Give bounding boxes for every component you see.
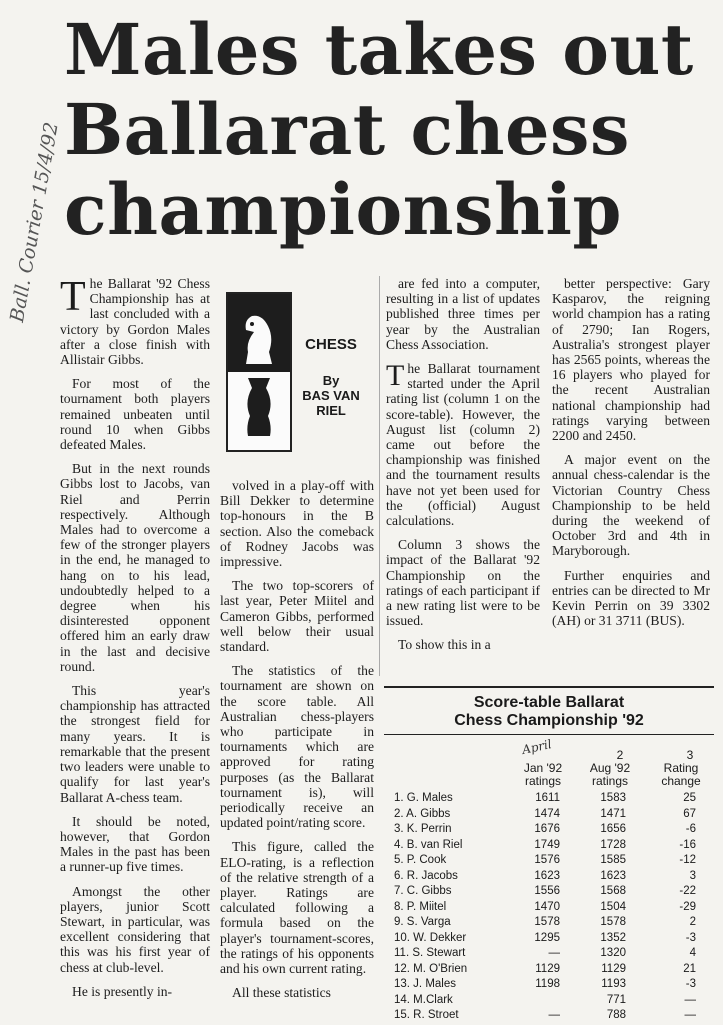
column-label: CHESS	[305, 336, 357, 353]
table-row	[384, 963, 714, 979]
table-cell-chg: 67	[683, 807, 696, 820]
article-paragraph	[60, 884, 210, 975]
article-paragraph	[60, 461, 210, 674]
table-cell-r2: 1623	[600, 869, 626, 882]
paragraph-text: He is presently in-	[72, 983, 173, 999]
paragraph-text: The two top-scorers of last year, Peter Miitel and Cameron Gibbs, performed well below their usual standard.	[220, 578, 374, 655]
paragraph-text: Further enquiries and entries can be directed to Mr Kevin Perrin on 39 3302 (AH) or 31 3711 (BUS).	[552, 567, 710, 629]
article-paragraph	[552, 452, 710, 558]
table-cell-name: 5. P. Cook	[394, 854, 447, 866]
article-paragraph	[386, 637, 540, 652]
table-cell-chg: 4	[689, 947, 696, 959]
table-cell-r1: 1556	[534, 885, 560, 897]
table-row	[384, 808, 714, 824]
score-table	[384, 686, 714, 1024]
table-cell-r1: 1578	[534, 916, 560, 928]
table-top-rule	[384, 686, 714, 688]
headline-line: Ballarat chess	[64, 88, 630, 171]
table-cell-r1: 1676	[534, 823, 560, 835]
article-paragraph	[220, 478, 374, 569]
article-paragraph	[220, 578, 374, 654]
paragraph-text: All these statistics	[232, 985, 331, 1001]
article-paragraph	[386, 537, 540, 628]
paragraph-text: are fed into a computer, resulting in a list of updates published three times per year by the Australian Chess Association.	[386, 276, 540, 352]
article-paragraph	[60, 683, 210, 805]
article-paragraph	[60, 984, 210, 999]
article-column-4	[552, 276, 710, 637]
table-cell-name: 10. W. Dekker	[394, 931, 467, 944]
article-column-2	[220, 478, 374, 1010]
table-cell-name: 3. K. Perrin	[394, 823, 452, 835]
table-cell-chg: -29	[679, 900, 696, 913]
table-cell-r2: 1728	[600, 838, 626, 851]
article-paragraph	[60, 376, 210, 452]
article-paragraph	[552, 276, 710, 443]
headline	[64, 10, 714, 250]
paragraph-text: To show this in a	[398, 637, 491, 653]
table-row	[384, 932, 714, 948]
table-cell-r1: 1295	[534, 931, 560, 944]
article-paragraph	[552, 568, 710, 629]
table-cell-r1: —	[548, 1009, 560, 1021]
table-row	[384, 947, 714, 963]
table-row	[384, 994, 714, 1010]
article-column-1	[60, 276, 210, 1008]
paragraph-text: But in the next rounds Gibbs lost to Jacobs, van Riel and Perrin respectively. Although Males had to overcome a few of the stronger players in the end, he managed to hang on to his lead, undoubtedly helped to a degree when his disinterested opponent offered him an early draw in the last and decisive round.	[60, 461, 210, 674]
header-rating-change	[656, 762, 706, 788]
table-cell-r1: 1470	[534, 900, 560, 913]
table-cell-r2: 1320	[600, 947, 626, 959]
article-paragraph	[386, 361, 540, 528]
table-cell-name: 7. C. Gibbs	[394, 885, 452, 897]
header-line: ratings	[591, 774, 629, 788]
table-cell-name: 9. S. Varga	[394, 916, 451, 928]
table-row	[384, 839, 714, 855]
table-row	[384, 916, 714, 932]
table-cell-r2: 1129	[601, 962, 626, 975]
paragraph-text: volved in a play-off with Bill Dekker to determine top-honours in the B section. Also the comeback of Rodney Jacobs was impressive.	[220, 478, 374, 570]
table-cell-r2: 1352	[600, 931, 626, 944]
table-cell-r2: 1585	[600, 854, 626, 866]
table-cell-r2: 1578	[600, 916, 626, 928]
title-line: Score-table Ballarat	[473, 694, 625, 711]
table-cell-chg: -3	[685, 978, 696, 990]
table-cell-name: 11. S. Stewart	[394, 947, 466, 959]
handwritten-april-note: April	[520, 737, 553, 757]
drop-cap: T	[60, 274, 86, 320]
table-cell-name: 13. J. Males	[394, 978, 456, 990]
header-line: change	[661, 774, 701, 788]
table-row	[384, 1009, 714, 1025]
table-cell-name: 14. M.Clark	[394, 993, 453, 1006]
headline-line: Males takes out	[64, 8, 694, 91]
table-cell-r2: 1583	[600, 792, 626, 804]
byline	[292, 373, 370, 418]
table-cell-chg: 21	[683, 962, 696, 975]
article-paragraph	[386, 276, 540, 352]
table-cell-r2: 1568	[600, 885, 626, 897]
chess-logo-graphic	[228, 294, 290, 450]
table-cell-r1: 1474	[534, 807, 560, 820]
table-cell-name: 8. P. Miitel	[394, 900, 447, 913]
table-cell-name: 1. G. Males	[394, 792, 453, 804]
table-cell-chg: 3	[689, 869, 696, 882]
table-cell-r2: 788	[606, 1009, 626, 1021]
table-cell-r2: 1656	[600, 823, 626, 835]
table-cell-chg: -6	[685, 823, 696, 835]
chess-knight-pawn-icon	[226, 292, 292, 452]
paragraph-text: he Ballarat tournament started under the April rating list (column 1 on the score-table). However, the August list (column 2) came out before the championship was finished and the tournament results have not yet been used for the (official) August calculations.	[386, 361, 540, 529]
table-cell-r1: 1749	[534, 838, 560, 851]
paragraph-text: The statistics of the tournament are shown on the score table. All Australian chess-players who participate in tournaments which are approved for rating purposes (as the Ballarat tournament is), will periodically receive an updated point/rating score.	[220, 663, 374, 831]
table-cell-name: 2. A. Gibbs	[394, 807, 451, 820]
table-cell-r1: —	[548, 947, 560, 959]
header-line: Aug '92	[589, 761, 631, 775]
table-row	[384, 870, 714, 886]
paragraph-text: This year's championship has attracted the strongest field for many years. It is remarkable that the present two leaders were unable to qualify for last year's Ballarat A-chess team.	[60, 683, 210, 805]
byline-line: RIEL	[316, 403, 346, 418]
table-cell-r2: 1193	[601, 978, 626, 990]
column-number: 3	[686, 748, 694, 762]
article-paragraph	[220, 839, 374, 976]
table-row	[384, 823, 714, 839]
table-cell-r1: 1611	[535, 792, 560, 804]
article-paragraph	[60, 276, 210, 367]
table-cell-name: 4. B. van Riel	[394, 838, 463, 851]
table-row	[384, 978, 714, 994]
title-line: Chess Championship '92	[454, 712, 644, 729]
drop-cap: T	[386, 359, 405, 393]
table-cell-r1: 1576	[534, 854, 560, 866]
paragraph-text: This figure, called the ELO-rating, is a reflection of the relative strength of a player. Ratings are calculated following a formula based on the player's tournament-scores, the ratings of his opponents and his own current rating.	[220, 839, 374, 977]
score-table-title	[384, 694, 714, 730]
table-cell-r2: 1504	[600, 900, 626, 913]
article-column-3	[386, 276, 540, 662]
table-row	[384, 901, 714, 917]
header-aug-ratings	[584, 762, 636, 788]
headline-line: championship	[64, 168, 622, 251]
table-cell-name: 12. M. O'Brien	[394, 962, 468, 975]
paragraph-text: Column 3 shows the impact of the Ballarat '92 Championship on the ratings of each participant if a new rating list were to be issued.	[386, 537, 540, 629]
table-cell-chg: -16	[679, 838, 696, 851]
byline-line: BAS VAN	[302, 388, 360, 403]
header-line: Jan '92	[523, 761, 563, 775]
table-cell-name: 15. R. Stroet	[394, 1009, 459, 1021]
table-row	[384, 885, 714, 901]
score-table-rows	[384, 792, 714, 1025]
table-cell-chg: —	[684, 993, 696, 1006]
table-cell-chg: -22	[679, 885, 696, 897]
paragraph-text: For most of the tournament both players remained unbeaten until round 10 when Gibbs defeated Males.	[60, 376, 210, 453]
table-cell-r1: 1623	[534, 869, 560, 882]
handwritten-margin-note: Ball. Courier 15/4/92	[6, 120, 63, 324]
table-cell-r1: 1129	[535, 962, 560, 975]
paragraph-text: Amongst the other players, junior Scott Stewart, in particular, was excellent considering that this was his first year of chess at club-level.	[60, 883, 210, 975]
table-cell-r2: 1471	[600, 807, 626, 820]
table-cell-chg: —	[684, 1009, 696, 1021]
table-title-rule	[384, 734, 714, 735]
article-paragraph	[220, 663, 374, 830]
paragraph-text: better perspective: Gary Kasparov, the reigning world champion has a rating of 2790; Ian Rogers, Australia's strongest player has 2565 points, whereas the 16 players who played for the recent Australian national championship had ratings varying between 2200 and 2450.	[552, 276, 710, 444]
article-paragraph	[220, 985, 374, 1000]
table-cell-r1: 1198	[535, 978, 560, 990]
article-paragraph	[60, 814, 210, 875]
table-cell-chg: -3	[685, 931, 696, 944]
table-cell-chg: 2	[689, 916, 696, 928]
paragraph-text: It should be noted, however, that Gordon Males in the past has been a runner-up five times.	[60, 813, 210, 875]
header-line: ratings	[524, 774, 562, 788]
table-row	[384, 854, 714, 870]
paragraph-text: he Ballarat '92 Chess Championship has at last concluded with a victory by Gordon Males after a close finish with Allistair Gibbs.	[60, 276, 210, 368]
column-number: 2	[616, 748, 624, 762]
table-cell-chg: -12	[679, 854, 696, 866]
header-jan-ratings	[518, 762, 568, 788]
table-cell-r2: 771	[606, 993, 626, 1006]
table-cell-name: 6. R. Jacobs	[394, 869, 458, 882]
table-row	[384, 792, 714, 808]
header-line: Rating	[663, 761, 699, 775]
column-divider	[379, 276, 380, 676]
byline-line: By	[322, 373, 340, 388]
table-cell-chg: 25	[683, 792, 696, 804]
paragraph-text: A major event on the annual chess-calendar is the Victorian Country Chess Championship to be held during the weekend of October 3rd and 4th in Maryborough.	[552, 452, 710, 559]
